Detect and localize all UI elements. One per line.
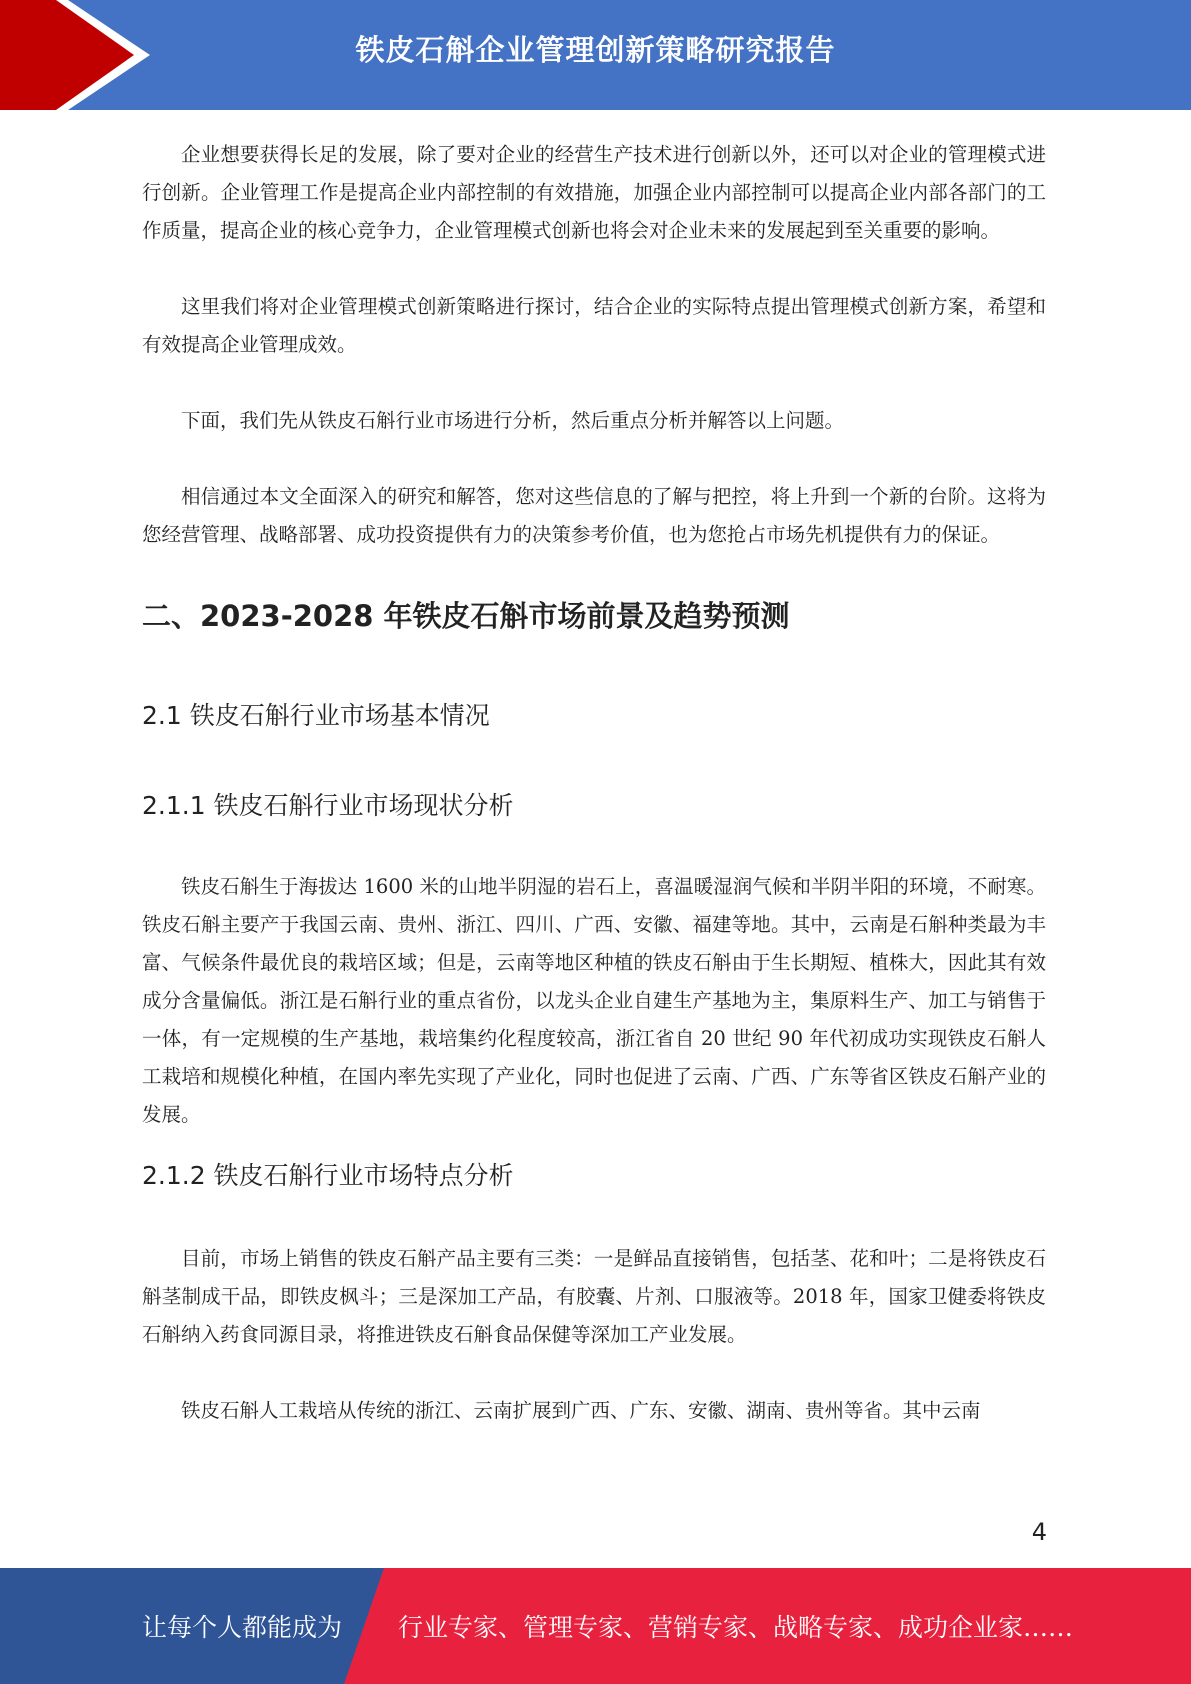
page-number: 4 [1031, 1518, 1047, 1546]
footer-slogan-left: 让每个人都能成为 [142, 1613, 343, 1642]
report-title: 铁皮石斛企业管理创新策略研究报告 [355, 33, 836, 67]
page-header [0, 0, 1191, 110]
intro-paragraph-4: 相信通过本文全面深入的研究和解答，您对这些信息的了解与把控，将上升到一个新的台阶。这将为您经营管理、战略部署、成功投资提供有力的决策参考价值，也为您抢占市场先机提供有力的保证。 [142, 485, 1046, 546]
section-heading: 二、2023-2028 年铁皮石斛市场前景及趋势预测 [142, 599, 790, 633]
market-features-paragraph-1: 目前，市场上销售的铁皮石斛产品主要有三类：一是鲜品直接销售，包括茎、花和叶；二是将铁皮石斛茎制成干品，即铁皮枫斗；三是深加工产品，有胶囊、片剂、口服液等。2018 年，国家卫健委将铁皮石斛纳入药食同源目录，将推进铁皮石斛食品保健等深加工产业发展。 [142, 1247, 1046, 1346]
intro-paragraph-3: 下面，我们先从铁皮石斛行业市场进行分析，然后重点分析并解答以上问题。 [181, 409, 845, 432]
intro-paragraph-2: 这里我们将对企业管理模式创新策略进行探讨，结合企业的实际特点提出管理模式创新方案，希望和有效提高企业管理成效。 [142, 295, 1046, 356]
sub-subsection-heading-2-1-2: 2.1.2 铁皮石斛行业市场特点分析 [142, 1161, 514, 1190]
page-content [142, 136, 1046, 1430]
intro-paragraph-1: 企业想要获得长足的发展，除了要对企业的经营生产技术进行创新以外，还可以对企业的管理模式进行创新。企业管理工作是提高企业内部控制的有效措施，加强企业内部控制可以提高企业内部各部门的工作质量，提高企业的核心竞争力，企业管理模式创新也将会对企业未来的发展起到至关重要的影响。 [142, 143, 1046, 242]
sub-subsection-heading-2-1-1: 2.1.1 铁皮石斛行业市场现状分析 [142, 791, 514, 820]
market-status-paragraph: 铁皮石斛生于海拔达 1600 米的山地半阴湿的岩石上，喜温暖湿润气候和半阴半阳的环境，不耐寒。铁皮石斛主要产于我国云南、贵州、浙江、四川、广西、安徽、福建等地。其中，云南是石斛种类最为丰富、气候条件最优良的栽培区域；但是，云南等地区种植的铁皮石斛由于生长期短、植株大，因此其有效成分含量偏低。浙江是石斛行业的重点省份，以龙头企业自建生产基地为主，集原料生产、加工与销售于一体，有一定规模的生产基地，栽培集约化程度较高，浙江省自 20 世纪 90 年代初成功实现铁皮石斛人工栽培和规模化种植，在国内率先实现了产业化，同时也促进了云南、广西、广东等省区铁皮石斛产业的发展。 [142, 875, 1046, 1126]
page-footer [0, 1568, 1191, 1684]
footer-slogan-right: 行业专家、管理专家、营销专家、战略专家、成功企业家…… [398, 1613, 1074, 1642]
market-features-paragraph-2: 铁皮石斛人工栽培从传统的浙江、云南扩展到广西、广东、安徽、湖南、贵州等省。其中云南 [181, 1399, 981, 1422]
subsection-heading: 2.1 铁皮石斛行业市场基本情况 [142, 701, 490, 730]
